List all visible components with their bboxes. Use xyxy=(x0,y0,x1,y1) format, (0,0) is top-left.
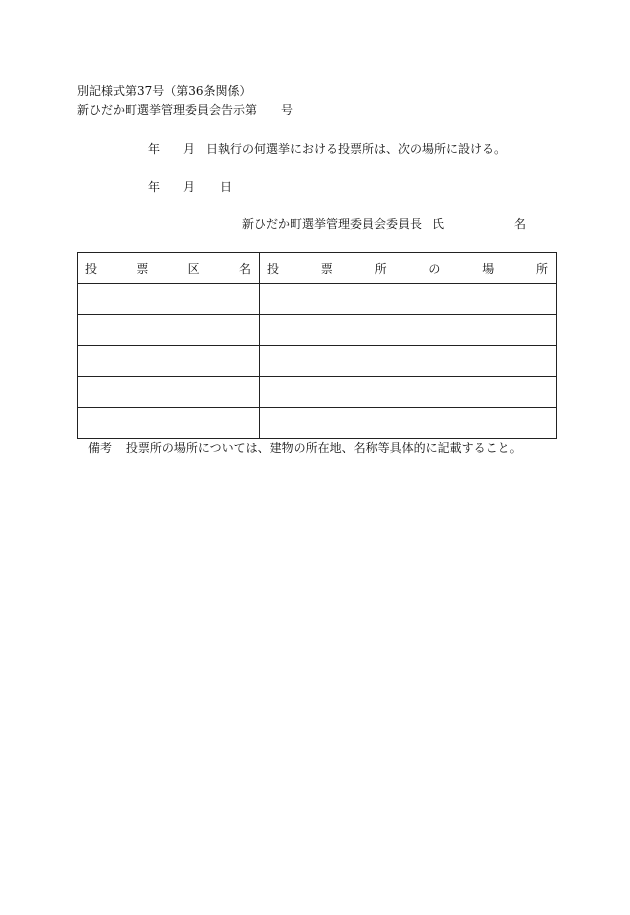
polling-place-cell xyxy=(260,315,557,346)
signature-shi: 氏 xyxy=(432,217,445,231)
header-char: 票 xyxy=(320,261,333,276)
date-month: 月 xyxy=(183,180,196,194)
header-char: 投 xyxy=(85,261,98,276)
polling-place-cell xyxy=(260,408,557,439)
district-name-cell xyxy=(78,284,260,315)
remark-label: 備考 xyxy=(88,441,113,455)
statement-line xyxy=(148,142,507,156)
form-number: 別記様式第37号（第36条関係） xyxy=(77,84,252,98)
table-row xyxy=(78,408,557,439)
polling-place-table xyxy=(77,252,557,439)
table-row xyxy=(78,377,557,408)
header-char: 所 xyxy=(374,261,387,276)
table-row xyxy=(78,284,557,315)
polling-place-cell xyxy=(260,346,557,377)
header-char: 投 xyxy=(267,261,280,276)
district-name-cell xyxy=(78,315,260,346)
district-name-cell xyxy=(78,408,260,439)
date-line xyxy=(148,180,233,194)
table-row xyxy=(78,346,557,377)
statement-year: 年 xyxy=(148,142,161,156)
notice-title: 新ひだか町選挙管理委員会告示第 号 xyxy=(77,103,294,117)
header-polling-place xyxy=(260,253,557,284)
polling-place-cell xyxy=(260,284,557,315)
remark-text: 投票所の場所については、建物の所在地、名称等具体的に記載すること。 xyxy=(125,441,522,455)
date-day: 日 xyxy=(220,180,233,194)
header-char: の xyxy=(428,261,441,276)
district-name-cell xyxy=(78,377,260,408)
remark-line xyxy=(88,441,522,455)
table-header-row xyxy=(78,253,557,284)
district-name-cell xyxy=(78,346,260,377)
date-year: 年 xyxy=(148,180,161,194)
header-char: 区 xyxy=(187,261,200,276)
signature-title: 新ひだか町選挙管理委員会委員長 xyxy=(242,217,423,231)
header-char: 票 xyxy=(136,261,149,276)
statement-day-text: 日執行の何選挙における投票所は、次の場所に設ける。 xyxy=(206,142,507,156)
header-district-name xyxy=(78,253,260,284)
signature-line xyxy=(242,217,532,231)
header-char: 場 xyxy=(482,261,495,276)
table-row xyxy=(78,315,557,346)
signature-mei: 名 xyxy=(514,217,527,231)
statement-month: 月 xyxy=(183,142,196,156)
header-char: 名 xyxy=(238,261,251,276)
header-char: 所 xyxy=(535,261,548,276)
polling-place-cell xyxy=(260,377,557,408)
